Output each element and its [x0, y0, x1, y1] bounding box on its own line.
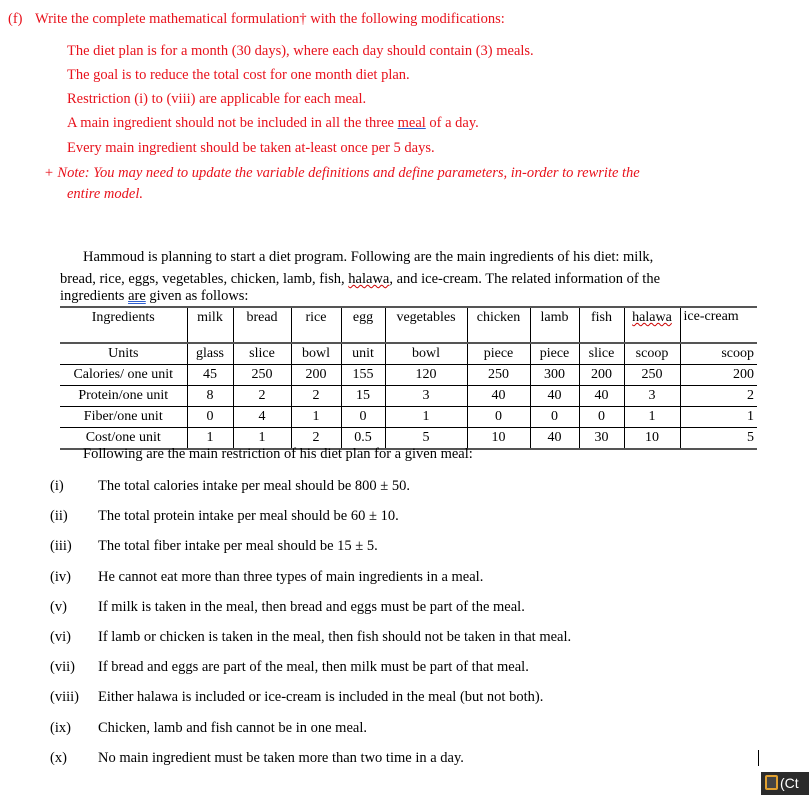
- restriction-text: He cannot eat more than three types of main ingredients in a meal.: [98, 568, 484, 585]
- restrictions-intro: Following are the main restriction of his diet plan for a given meal:: [83, 446, 473, 462]
- grammar-flag: meal: [397, 115, 426, 131]
- spelling-flag: halawa: [632, 310, 672, 325]
- ingredients-table: [60, 306, 757, 450]
- table-cell: 1: [233, 428, 291, 450]
- table-cell: 200: [680, 365, 757, 386]
- grammar-flag: are: [128, 288, 146, 304]
- table-cell: bowl: [291, 343, 341, 365]
- restriction-text: If milk is taken in the meal, then bread and eggs must be part of the meal.: [98, 598, 525, 615]
- modification-3: Restriction (i) to (viii) are applicable for each meal.: [67, 91, 367, 107]
- table-cell: 4: [233, 407, 291, 428]
- table-cell: piece: [530, 343, 579, 365]
- modification-4: [67, 115, 479, 132]
- intro-line-3: [60, 288, 248, 305]
- table-cell: bowl: [385, 343, 467, 365]
- restriction-text: The total protein intake per meal should be 60 ± 10.: [98, 508, 399, 525]
- column-header: vegetables: [385, 307, 467, 343]
- restriction-number: (i): [50, 478, 64, 494]
- text: given as follows:: [145, 288, 249, 304]
- column-header: [624, 307, 680, 343]
- column-header: fish: [579, 307, 624, 343]
- text: , and ice-cream. The related information of the: [389, 271, 661, 287]
- restriction-number: (ix): [50, 719, 71, 736]
- note-line-2: entire model.: [67, 186, 143, 202]
- restriction-number: (x): [50, 749, 67, 766]
- column-header: egg: [341, 307, 385, 343]
- table-cell: 45: [187, 365, 233, 386]
- column-header: milk: [187, 307, 233, 343]
- table-cell: 300: [530, 365, 579, 386]
- table-cell: piece: [467, 343, 530, 365]
- restriction-number: (v): [50, 598, 67, 615]
- table-header-row: [60, 307, 757, 343]
- table-cell: 30: [579, 428, 624, 450]
- table-cell: 1: [624, 407, 680, 428]
- table-row: [60, 343, 757, 365]
- restriction-number: (ii): [50, 508, 68, 525]
- intro-line-1: Hammoud is planning to start a diet program. Following are the main ingredients of his diet: milk,: [83, 249, 654, 265]
- intro-line-2: [60, 271, 660, 288]
- table-cell: 3: [385, 386, 467, 407]
- restriction-text: If lamb or chicken is taken in the meal, then fish should not be taken in that meal.: [98, 629, 572, 645]
- paste-options-button[interactable]: [761, 772, 809, 795]
- table-cell: 0.5: [341, 428, 385, 450]
- restriction-text: The total calories intake per meal should be 800 ± 50.: [98, 478, 410, 494]
- table-cell: 10: [624, 428, 680, 450]
- paste-label: (Ct: [780, 775, 799, 791]
- table-cell: glass: [187, 343, 233, 365]
- table-cell: 2: [291, 428, 341, 450]
- table-cell: 5: [680, 428, 757, 450]
- restriction-text: The total fiber intake per meal should be 15 ± 5.: [98, 538, 378, 555]
- row-label: Fiber/one unit: [83, 409, 163, 424]
- column-header: chicken: [467, 307, 530, 343]
- table-cell: 3: [624, 386, 680, 407]
- column-header: rice: [291, 307, 341, 343]
- restriction-text: If bread and eggs are part of the meal, then milk must be part of that meal.: [98, 659, 529, 676]
- row-label: Cost/one unit: [85, 430, 161, 445]
- table-cell: 40: [530, 386, 579, 407]
- note-line-1: + Note: You may need to update the variable definitions and define parameters, in-order to rewrite the: [44, 165, 640, 181]
- table-cell: 2: [680, 386, 757, 407]
- table-cell: 250: [233, 365, 291, 386]
- table-row: [60, 365, 757, 386]
- modification-2: The goal is to reduce the total cost for one month diet plan.: [67, 67, 410, 83]
- table-cell: 200: [291, 365, 341, 386]
- table-cell: 1: [385, 407, 467, 428]
- restriction-number: (vii): [50, 659, 75, 676]
- question-label: (f): [8, 11, 23, 27]
- table-cell: slice: [579, 343, 624, 365]
- table-cell: 250: [624, 365, 680, 386]
- table-cell: 1: [291, 407, 341, 428]
- clipboard-icon: [765, 775, 778, 790]
- table-cell: scoop: [624, 343, 680, 365]
- text: bread, rice, eggs, vegetables, chicken, lamb, fish,: [60, 271, 349, 287]
- table-cell: 2: [291, 386, 341, 407]
- restriction-number: (vi): [50, 629, 71, 645]
- spelling-flag: halawa: [348, 271, 390, 287]
- column-header: lamb: [530, 307, 579, 343]
- row-label: Calories/ one unit: [73, 367, 174, 382]
- table-cell: 10: [467, 428, 530, 450]
- row-label: Units: [108, 346, 139, 361]
- table-cell: 200: [579, 365, 624, 386]
- table-cell: unit: [341, 343, 385, 365]
- table-cell: slice: [233, 343, 291, 365]
- table-cell: 250: [467, 365, 530, 386]
- table-cell: 40: [579, 386, 624, 407]
- restriction-text: Either halawa is included or ice-cream is included in the meal (but not both).: [98, 689, 544, 706]
- table-cell: 0: [187, 407, 233, 428]
- table-cell: 8: [187, 386, 233, 407]
- column-header: ice-cream: [680, 307, 757, 343]
- restriction-number: (iv): [50, 568, 71, 585]
- restriction-text: No main ingredient must be taken more than two time in a day.: [98, 749, 464, 766]
- table-cell: 1: [680, 407, 757, 428]
- table-cell: 0: [579, 407, 624, 428]
- table-row: [60, 386, 757, 407]
- modification-5: Every main ingredient should be taken at-least once per 5 days.: [67, 140, 435, 156]
- table-cell: 5: [385, 428, 467, 450]
- table-cell: 155: [341, 365, 385, 386]
- table-cell: scoop: [680, 343, 757, 365]
- column-header: Ingredients: [91, 310, 155, 325]
- table-cell: 120: [385, 365, 467, 386]
- text: of a day.: [425, 115, 479, 131]
- table-cell: 1: [187, 428, 233, 450]
- restriction-number: (viii): [50, 689, 79, 706]
- question-title: Write the complete mathematical formulation† with the following modifications:: [35, 11, 505, 27]
- restriction-number: (iii): [50, 538, 72, 555]
- table-cell: 40: [530, 428, 579, 450]
- table-cell: 0: [341, 407, 385, 428]
- table-cell: 0: [530, 407, 579, 428]
- text: A main ingredient should not be included in all the three: [67, 115, 398, 131]
- column-header: bread: [233, 307, 291, 343]
- table-row: [60, 407, 757, 428]
- table-cell: 40: [467, 386, 530, 407]
- text: ingredients: [60, 288, 129, 304]
- text-cursor: [758, 750, 759, 766]
- row-label: Protein/one unit: [78, 388, 169, 403]
- table-cell: 2: [233, 386, 291, 407]
- table-cell: 0: [467, 407, 530, 428]
- restriction-text: Chicken, lamb and fish cannot be in one meal.: [98, 719, 367, 736]
- modification-1: The diet plan is for a month (30 days), where each day should contain (3) meals.: [67, 43, 534, 59]
- table-cell: 15: [341, 386, 385, 407]
